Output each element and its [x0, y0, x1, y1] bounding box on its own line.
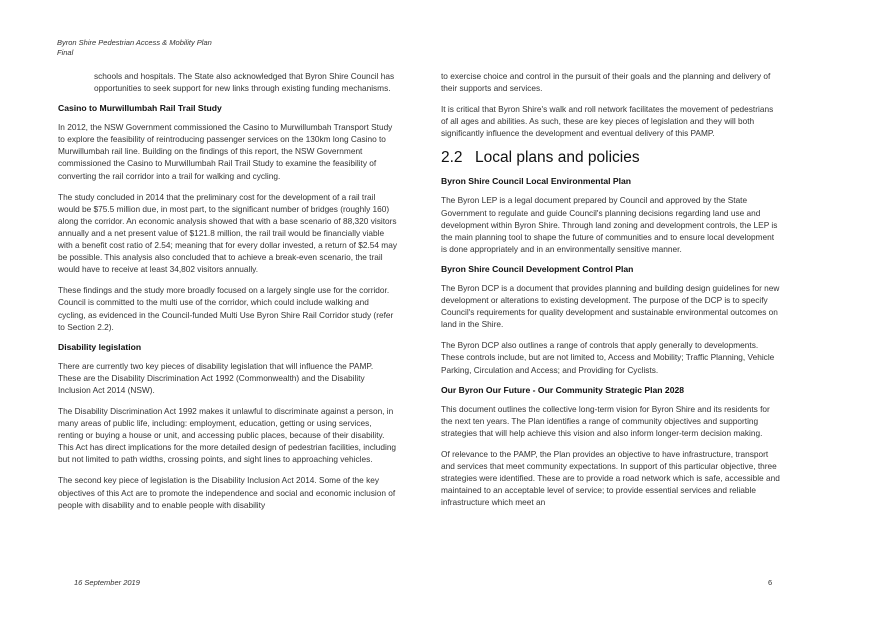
left-column [58, 70, 398, 520]
subheading-lep: Byron Shire Council Local Environmental Plan [441, 176, 632, 187]
paragraph: The Byron LEP is a legal document prepared by Council and approved by the State Government to regulate and guide Council's planning decisions regarding land use and development within Byron Shire. Through land zoning and development controls, the LEP is the main planning tool to shape the future of communities and to ensure local development is done appropriately and in an environmentally sensitive manner. [441, 195, 778, 254]
subheading-rail-trail: Casino to Murwillumbah Rail Trail Study [58, 103, 222, 114]
subheading-dcp: Byron Shire Council Development Control Plan [441, 263, 634, 274]
paragraph: The Disability Discrimination Act 1992 makes it unlawful to discriminate against a person, in many areas of public life, including: employment, education, getting or using services, renting or buying a house or unit, and accessing public places, because of their disability. This Act has direct implications for the more detailed design of pedestrian facilities, including but not limited to path widths, crossing points, and sight lines to approaching vehicles. [58, 405, 397, 465]
subheading-strategic-plan: Our Byron Our Future - Our Community Strategic Plan 2028 [441, 384, 685, 395]
paragraph: The study concluded in 2014 that the preliminary cost for the development of a rail trail would be $75.5 million due, in most part, to the significant number of bridges (roughly 160) along the corridor. An economic analysis showed that with a base scenario of 88,320 visitors annually and a net present value of $121.8 million, the rail trail would be financially viable with a benefit cost ratio of 2.54; meaning that for every dollar invested, a return of $2.54 may be possible. This analysis also concluded that to achieve a break-even scenario, the trail would have to receive at least 34,802 visitors annually. [58, 191, 397, 275]
paragraph: The second key piece of legislation is the Disability Inclusion Act 2014. Some of the key objectives of this Act are to promote the independence and social and economic inclusion of people with disability and to enable people with disability [58, 475, 396, 510]
right-column [441, 70, 781, 517]
section-heading [441, 148, 781, 168]
paragraph: There are currently two key pieces of disability legislation that will influence the PAMP. These are the Disability Discrimination Act 1992 (Commonwealth) and the Disability Inclusion Act 2014 (NSW). [58, 360, 374, 395]
page-number: 6 [768, 578, 773, 587]
paragraph: This document outlines the collective long-term vision for Byron Shire and its residents for the next ten years. The Plan identifies a range of community objectives and supporting strategies that will help achieve this vision and also inform longer-term decision making. [441, 403, 770, 438]
paragraph: Of relevance to the PAMP, the Plan provides an objective to have infrastructure, transport and services that meet community expectations. In support of this particular objective, three strategies were identified. These are to provide a road network which is safe, accessible and maintained to an acceptable level of service; to provide essential services and reliable infrastructure which meet an [441, 448, 780, 508]
subheading-disability-legislation: Disability legislation [58, 341, 142, 352]
footer-date: 16 September 2019 [74, 578, 140, 587]
paragraph: It is critical that Byron Shire's walk and roll network facilitates the movement of pedestrians of all ages and abilities. As such, these are key pieces of legislation and they will both significantly influence the development and eventual delivery of this PAMP. [441, 104, 774, 139]
paragraph: to exercise choice and control in the pursuit of their goals and the planning and delivery of their supports and services. [441, 71, 771, 94]
paragraph: The Byron DCP also outlines a range of controls that apply generally to developments. These controls include, but are not limited to, Access and Mobility; Traffic Planning, Vehicle Parking, Circulation and Access; and Providing for Cyclists. [441, 340, 775, 375]
section-title: Local plans and policies [475, 149, 640, 167]
paragraph: In 2012, the NSW Government commissioned the Casino to Murwillumbah Transport Study to explore the feasibility of reintroducing passenger services on the 130km long Casino to Murwillumbah rail line. Building on the findings of this report, the NSW Government commissioned the Casino to Murwillumbah Rail Trail Study to examine the feasibility of converting the rail corridor into a trail for walking and cycling. [58, 122, 393, 181]
section-number: 2.2 [441, 149, 463, 167]
header-status: Final [57, 48, 74, 57]
paragraph: These findings and the study more broadly focused on a largely single use for the corridor. Council is committed to the multi use of the corridor, which could include walking and cycling, as evidenced in the Council-funded Multi Use Byron Shire Rail Corridor study (refer to Section 2.2). [58, 285, 394, 332]
header-title: Byron Shire Pedestrian Access & Mobility Plan [57, 38, 212, 47]
running-header [57, 38, 212, 58]
paragraph: The Byron DCP is a document that provides planning and building design guidelines for new development or alterations to existing development. The purpose of the DCP is to specify Council's requirements for quality development and sustainable environmental outcomes on land in the Shire. [441, 282, 780, 330]
paragraph: schools and hospitals. The State also acknowledged that Byron Shire Council has opportunities to seek support for new links through existing funding mechanisms. [94, 71, 395, 94]
